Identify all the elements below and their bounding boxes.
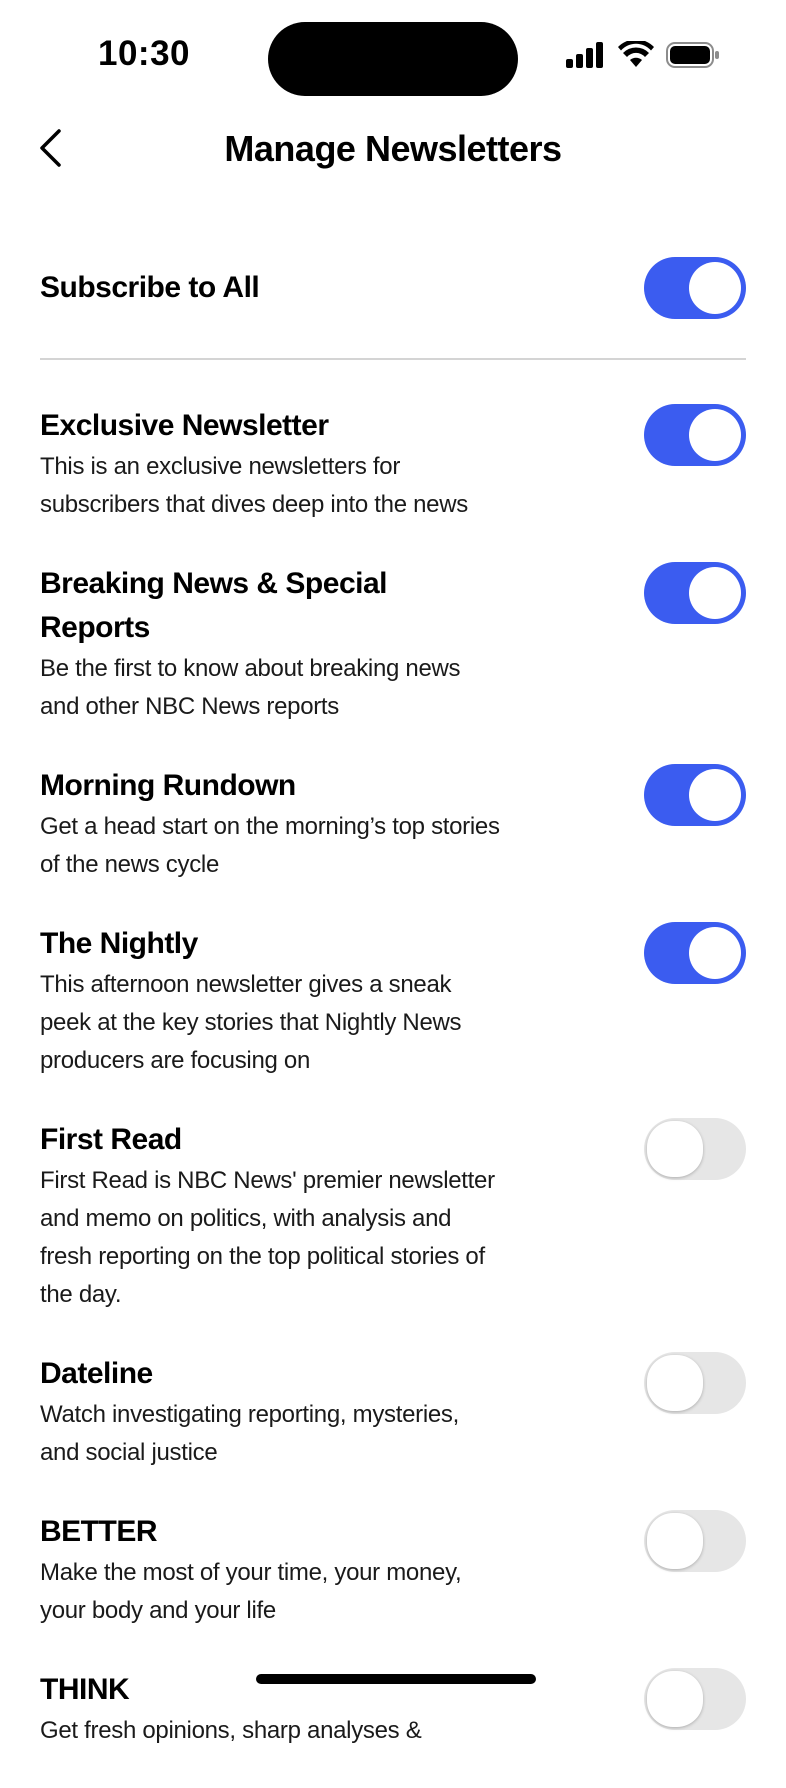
newsletter-description: Get a head start on the morning’s top stories of the news cycle — [40, 813, 500, 878]
battery-icon — [666, 41, 720, 74]
newsletter-toggle-dateline[interactable] — [644, 1352, 746, 1414]
newsletter-toggle-first-read[interactable] — [644, 1118, 746, 1180]
newsletter-description: First Read is NBC News' premier newsletter and memo on politics, with analysis and fresh reporting on the top political stories of the day. — [40, 1167, 495, 1308]
toggle-knob — [689, 927, 741, 979]
newsletter-toggle-morning-rundown[interactable] — [644, 764, 746, 826]
newsletter-description: Get fresh opinions, sharp analyses & — [40, 1717, 422, 1744]
subscribe-all-toggle[interactable] — [644, 257, 746, 319]
toggle-knob — [647, 1671, 703, 1727]
newsletter-title: The Nightly — [40, 927, 198, 960]
newsletter-item-the-nightly — [40, 922, 746, 1080]
wifi-icon — [618, 41, 654, 74]
page-title: Manage Newsletters — [224, 128, 562, 169]
newsletter-item-exclusive — [40, 404, 746, 524]
newsletter-toggle-exclusive[interactable] — [644, 404, 746, 466]
newsletter-title: Exclusive Newsletter — [40, 409, 329, 442]
newsletter-toggle-the-nightly[interactable] — [644, 922, 746, 984]
toggle-knob — [647, 1513, 703, 1569]
newsletter-description: This is an exclusive newsletters for subscribers that dives deep into the news — [40, 453, 468, 518]
newsletter-description: Watch investigating reporting, mysteries, and social justice — [40, 1401, 459, 1466]
home-indicator[interactable] — [256, 1674, 536, 1684]
newsletter-item-first-read — [40, 1118, 746, 1314]
cellular-signal-icon — [566, 42, 606, 73]
newsletter-title: Morning Rundown — [40, 769, 296, 802]
newsletter-toggle-better[interactable] — [644, 1510, 746, 1572]
subscribe-all-row — [40, 236, 746, 340]
newsletter-title: First Read — [40, 1123, 182, 1156]
newsletter-toggle-think[interactable] — [644, 1668, 746, 1730]
status-bar — [0, 0, 786, 110]
dynamic-island — [268, 22, 518, 96]
newsletter-description: Be the first to know about breaking news and other NBC News reports — [40, 655, 461, 720]
newsletter-list — [40, 404, 746, 1750]
nav-bar — [0, 110, 786, 190]
newsletter-item-better — [40, 1510, 746, 1630]
status-time: 10:30 — [98, 34, 191, 73]
toggle-knob — [689, 262, 741, 314]
newsletter-item-dateline — [40, 1352, 746, 1472]
subscribe-all-label: Subscribe to All — [40, 271, 260, 304]
divider — [40, 358, 746, 360]
newsletter-toggle-breaking-news[interactable] — [644, 562, 746, 624]
status-icons — [566, 40, 720, 74]
newsletter-settings — [40, 218, 746, 1788]
newsletter-title: THINK — [40, 1673, 130, 1706]
toggle-knob — [647, 1121, 703, 1177]
toggle-knob — [689, 769, 741, 821]
toggle-knob — [689, 567, 741, 619]
toggle-knob — [689, 409, 741, 461]
newsletter-title: Dateline — [40, 1357, 153, 1390]
newsletter-description: This afternoon newsletter gives a sneak peek at the key stories that Nightly News producers are focusing on — [40, 971, 462, 1074]
newsletter-item-morning-rundown — [40, 764, 746, 884]
toggle-knob — [647, 1355, 703, 1411]
newsletter-title: Breaking News & Special Reports — [40, 567, 387, 644]
newsletter-item-breaking-news — [40, 562, 746, 726]
newsletter-description: Make the most of your time, your money, your body and your life — [40, 1559, 462, 1624]
newsletter-title: BETTER — [40, 1515, 157, 1548]
